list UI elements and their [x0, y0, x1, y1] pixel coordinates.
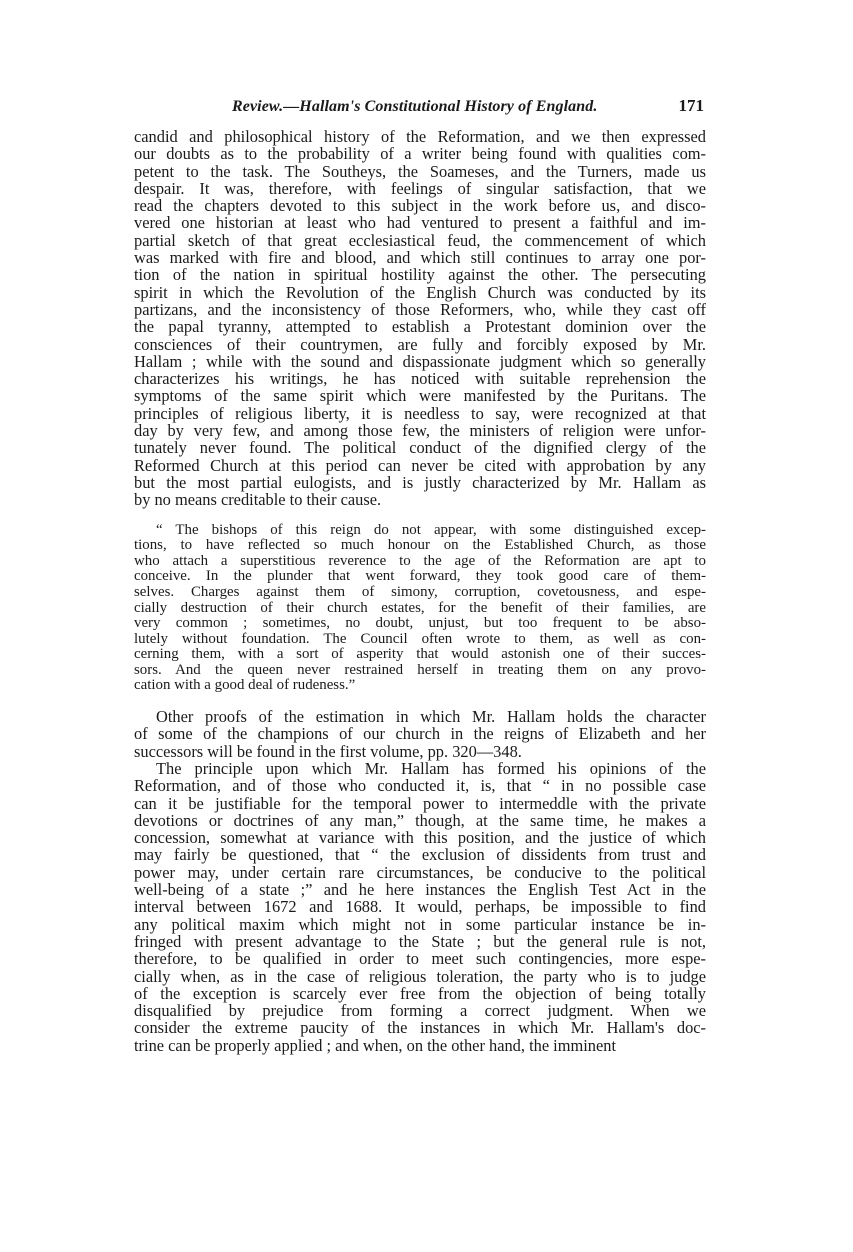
- text-line: “ The bishops of this reign do not appear, with some distinguished excep-: [156, 521, 706, 538]
- text-line: cially when, as in the case of religious toleration, the party who is to judge: [134, 966, 706, 986]
- block-quote-bishops: [134, 523, 706, 695]
- text-line: candid and philosophical history of the Reformation, and we then expressed: [134, 127, 706, 146]
- text-line: spirit in which the Revolution of the English Church was conducted by its: [134, 282, 706, 302]
- text-line: Reformation, and of those who conducted it, is, that “ in no possible case: [134, 776, 706, 796]
- text-line: was marked with fire and blood, and which still continues to array one por-: [134, 248, 706, 268]
- text-line: partial sketch of that great ecclesiastical feud, the commencement of which: [134, 230, 706, 250]
- text-line: the papal tyranny, attempted to establish a Protestant dominion over the: [134, 317, 706, 337]
- text-line: lutely without foundation. The Council often wrote to them, as well as con-: [134, 630, 706, 647]
- text-line: symptoms of the same spirit which were manifested by the Puritans. The: [134, 386, 706, 406]
- text-line: tions, to have reflected so much honour on the Established Church, as those: [134, 537, 706, 554]
- text-line: read the chapters devoted to this subject in the work before us, and disco-: [134, 196, 706, 216]
- text-line: cation with a good deal of rudeness.”: [134, 677, 356, 694]
- text-line: partizans, and the inconsistency of those Reformers, who, while they cast off: [134, 299, 706, 319]
- text-line: any political maxim which might not in some particular instance be in-: [134, 914, 706, 934]
- text-line: consider the extreme paucity of the instances in which Mr. Hallam's doc-: [134, 1018, 706, 1038]
- text-line: very common ; sometimes, no doubt, unjust, but too frequent to be abso-: [134, 615, 706, 632]
- text-line: characterizes his writings, he has noticed with suitable reprehension the: [134, 369, 706, 389]
- text-line: by no means creditable to their cause.: [134, 490, 382, 510]
- paragraph-reformation-history: [134, 128, 706, 509]
- text-line: who attach a superstitious reverence to the age of the Reformation are apt to: [134, 552, 706, 569]
- page-number: 171: [678, 96, 704, 115]
- text-line: sors. And the queen never restrained herself in treating them on any provo-: [134, 661, 706, 678]
- text-line: Hallam ; while with the sound and dispassionate judgment which so generally: [134, 351, 706, 371]
- text-line: can it be justifiable for the temporal power to intermeddle with the private: [134, 793, 706, 813]
- text-line: tunately never found. The political conduct of the dignified clergy of the: [134, 438, 706, 458]
- paragraph-other-proofs: [134, 708, 706, 760]
- text-line: disqualified by prejudice from forming a correct judgment. When we: [134, 1001, 706, 1021]
- text-line: but the most partial eulogists, and is justly characterized by Mr. Hallam as: [134, 472, 706, 492]
- text-line: may fairly be questioned, that “ the exclusion of dissidents from trust and: [134, 845, 706, 865]
- text-line: cially destruction of their church estates, for the benefit of their families, are: [134, 599, 706, 616]
- text-line: conceive. In the plunder that went forward, they took good care of them-: [134, 568, 706, 585]
- text-line: principles of religious liberty, it is needless to say, were recognized at that: [134, 403, 706, 423]
- text-line: successors will be found in the first volume, pp. 320—348.: [134, 741, 522, 761]
- text-line: tion of the nation in spiritual hostility against the other. The persecuting: [134, 265, 706, 285]
- text-line: devotions or doctrines of any man,” though, at the same time, he makes a: [134, 810, 706, 830]
- body-text: [134, 128, 706, 1054]
- text-line: Other proofs of the estimation in which Mr. Hallam holds the character: [156, 707, 706, 727]
- text-line: fringed with present advantage to the State ; but the general rule is not,: [134, 931, 706, 951]
- paragraph-principle: [134, 760, 706, 1054]
- running-title: Review.—Hallam's Constitutional History of England.: [232, 98, 598, 115]
- running-head: [134, 96, 706, 120]
- text-line: Reformed Church at this period can never be cited with approbation by any: [134, 455, 706, 475]
- text-line: selves. Charges against them of simony, corruption, covetousness, and espe-: [134, 583, 706, 600]
- text-line: consciences of their countrymen, are fully and forcibly exposed by Mr.: [134, 334, 706, 354]
- text-line: The principle upon which Mr. Hallam has formed his opinions of the: [156, 758, 706, 778]
- text-line: petent to the task. The Southeys, the Soameses, and the Turners, made us: [134, 161, 706, 181]
- text-line: despair. It was, therefore, with feelings of singular satisfaction, that we: [134, 178, 706, 198]
- text-line: power may, under certain rare circumstances, be conducive to the political: [134, 862, 706, 882]
- text-line: therefore, to be qualified in order to meet such contingencies, more espe-: [134, 949, 706, 969]
- text-line: interval between 1672 and 1688. It would, perhaps, be impossible to find: [134, 897, 706, 917]
- book-page: [134, 96, 706, 1054]
- text-line: well-being of a state ;” and he here instances the English Test Act in the: [134, 880, 706, 900]
- text-line: our doubts as to the probability of a writer being found with qualities com-: [134, 144, 706, 164]
- text-line: of the exception is scarcely ever free from the objection of being totally: [134, 983, 706, 1003]
- text-line: of some of the champions of our church in the reigns of Elizabeth and her: [134, 724, 706, 744]
- text-line: cerning them, with a sort of asperity that would astonish one of their succes-: [134, 646, 706, 663]
- text-line: day by very few, and among those few, the ministers of religion were unfor-: [134, 421, 706, 441]
- text-line: trine can be properly applied ; and when, on the other hand, the imminent: [134, 1035, 617, 1055]
- text-line: vered one historian at least who had ventured to present a faithful and im-: [134, 213, 706, 233]
- text-line: concession, somewhat at variance with this position, and the justice of which: [134, 828, 706, 848]
